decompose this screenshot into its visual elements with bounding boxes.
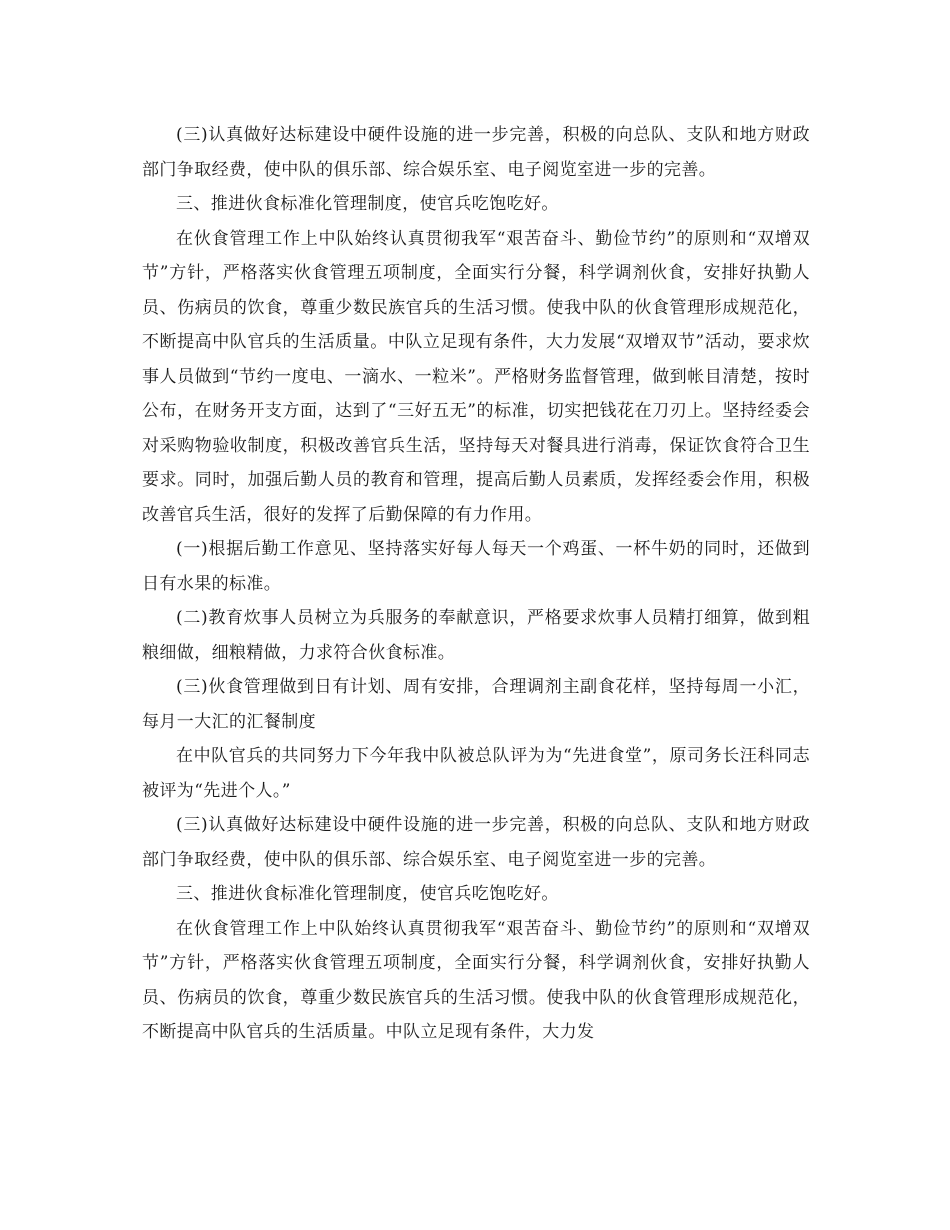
paragraph-hardware-improvement-repeat: (三)认真做好达标建设中硬件设施的进一步完善，积极的向总队、支队和地方财政部门争取经费，使中队的俱乐部、综合娱乐室、电子阅览室进一步的完善。 [142,815,810,870]
section-heading-food-standardization: 三、推进伙食标准化管理制度，使官兵吃饱吃好。 [176,194,559,214]
paragraph-item-one: (一)根据后勤工作意见、坚持落实好每人每天一个鸡蛋、一杯牛奶的同时，还做到日有水果的标准。 [142,539,810,594]
document-body [142,118,810,1050]
paragraph-item-three: (三)伙食管理做到日有计划、周有安排，合理调剂主副食花样，坚持每周一小汇，每月一大汇的汇餐制度 [142,677,810,732]
paragraph-hardware-improvement: (三)认真做好达标建设中硬件设施的进一步完善，积极的向总队、支队和地方财政部门争取经费，使中队的俱乐部、综合娱乐室、电子阅览室进一步的完善。 [142,125,810,180]
paragraph-food-management: 在伙食管理工作上中队始终认真贯彻我军“艰苦奋斗、勤俭节约”的原则和“双增双节”方针，严格落实伙食管理五项制度，全面实行分餐，科学调剂伙食，安排好执勤人员、伤病员的饮食，尊重少数民族官兵的生活习惯。使我中队的伙食管理形成规范化，不断提高中队官兵的生活质量。中队立足现有条件，大力发展“双增双节”活动，要求炊事人员做到“节约一度电、一滴水、一粒米”。严格财务监督管理，做到帐目清楚，按时公布，在财务开支方面，达到了“三好五无”的标准，切实把钱花在刀刃上。坚持经委会对采购物验收制度，积极改善官兵生活，坚持每天对餐具进行消毒，保证饮食符合卫生要求。同时，加强后勤人员的教育和管理，提高后勤人员素质，发挥经委会作用，积极改善官兵生活，很好的发挥了后勤保障的有力作用。 [142,228,810,525]
section-heading-food-standardization-repeat: 三、推进伙食标准化管理制度，使官兵吃饱吃好。 [176,884,559,904]
paragraph-food-management-repeat: 在伙食管理工作上中队始终认真贯彻我军“艰苦奋斗、勤俭节约”的原则和“双增双节”方针，严格落实伙食管理五项制度，全面实行分餐，科学调剂伙食，安排好执勤人员、伤病员的饮食，尊重少数民族官兵的生活习惯。使我中队的伙食管理形成规范化，不断提高中队官兵的生活质量。中队立足现有条件，大力发 [142,918,810,1042]
paragraph-honors: 在中队官兵的共同努力下今年我中队被总队评为为“先进食堂”，原司务长汪科同志被评为“先进个人。” [142,746,810,801]
paragraph-item-two: (二)教育炊事人员树立为兵服务的奉献意识，严格要求炊事人员精打细算，做到粗粮细做，细粮精做，力求符合伙食标准。 [142,608,810,663]
